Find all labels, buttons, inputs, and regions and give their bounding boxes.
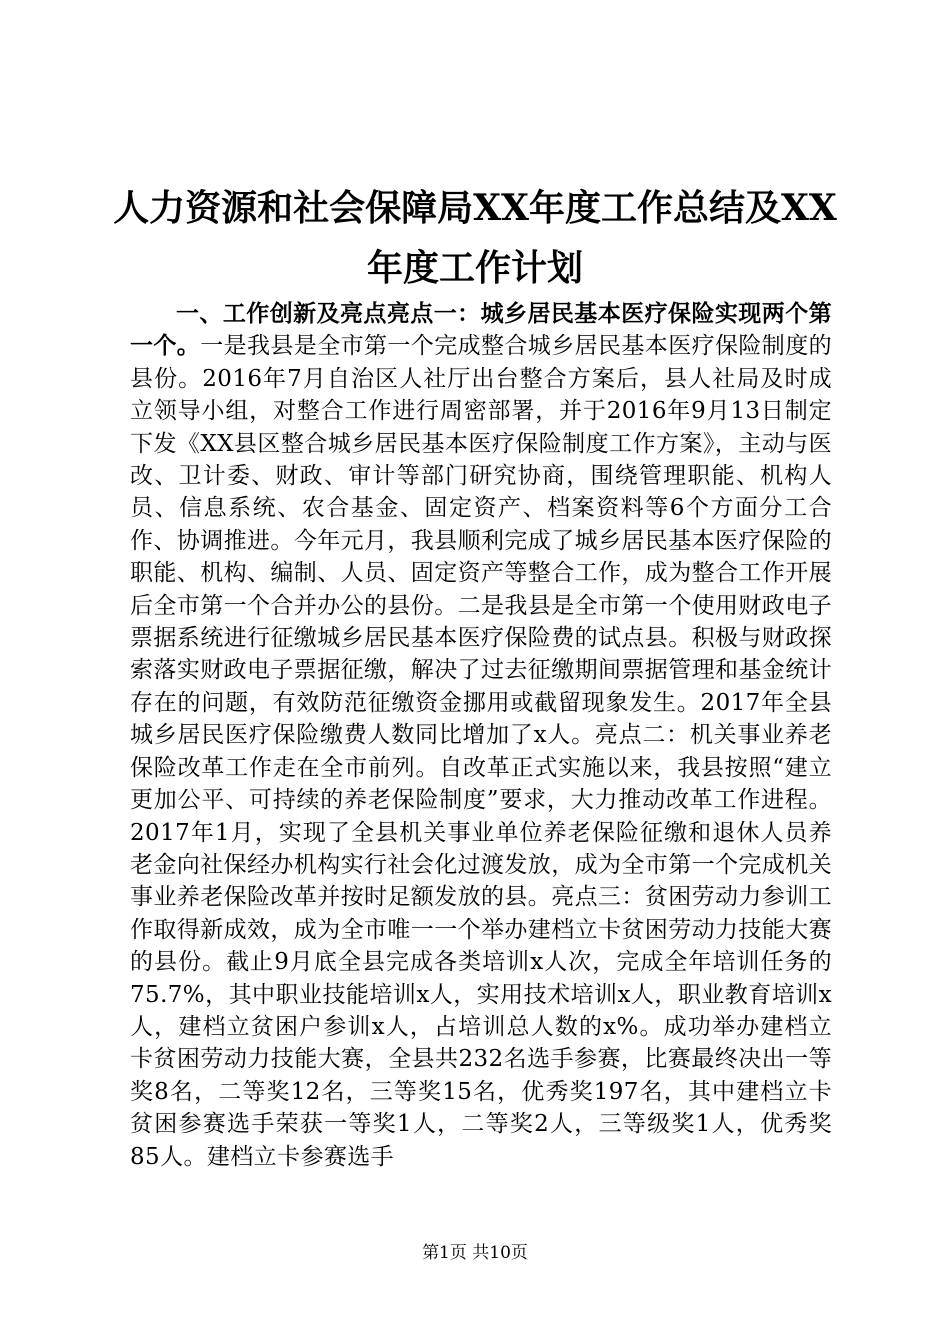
body-text: 一是我县是全市第一个完成整合城乡居民基本医疗保险制度的县份。2016年7月自治区人社厅出台整合方案后，县人社局及时成立领导小组，对整合工作进行周密部署，并于2016年9月13日制定下发《XX县区整合城乡居民基本医疗保险制度工作方案》，主动与医改、卫计委、财政、审计等部门研究协商，围绕管理职能、机构人员、信息系统、农合基金、固定资产、档案资料等6个方面分工合作、协调推进。今年元月，我县顺利完成了城乡居民基本医疗保险的职能、机构、编制、人员、固定资产等整合工作，成为整合工作开展后全市第一个合并办公的县份。二是我县是全市第一个使用财政电子票据系统进行征缴城乡居民基本医疗保险费的试点县。积极与财政探索落实财政电子票据征缴，解决了过去征缴期间票据管理和基金统计存在的问题，有效防范征缴资金挪用或截留现象发生。2017年全县城乡居民医疗保险缴费人数同比增加了x人。亮点二：机关事业养老保险改革工作走在全市前列。自改革正式实施以来，我县按照“建立更加公平、可持续的养老保险制度”要求，大力推动改革工作进程。2017年1月，实现了全县机关事业单位养老保险征缴和退休人员养老金向社保经办机构实行社会化过渡发放，成为全市第一个完成机关事业养老保险改革并按时足额发放的县。亮点三：贫困劳动力参训工作取得新成效，成为全市唯一一个举办建档立卡贫困劳动力技能大赛的县份。截止9月底全县完成各类培训x人次，完成全年培训任务的75.7%，其中职业技能培训x人，实用技术培训x人，职业教育培训x人，建档立贫困户参训x人，占培训总人数的x%。成功举办建档立卡贫困劳动力技能大赛，全县共232名选手参赛，比赛最终决出一等奖8名，二等奖12名，三等奖15名，优秀奖197名，其中建档立卡贫困参赛选手荣获一等奖1人，二等奖2人，三等级奖1人，优秀奖85人。建档立卡参赛选手 xyxy=(130,333,833,1170)
lead-heading: 一、工作创新及亮点亮点一：城乡居民基本医疗保险实现两个第一个。 xyxy=(130,300,832,360)
body-paragraph xyxy=(130,298,832,1173)
page-number: 第1页 共10页 xyxy=(422,1243,528,1263)
document-title: 人力资源和社会保障局XX年度工作总结及XX年度工作计划 xyxy=(113,187,837,289)
